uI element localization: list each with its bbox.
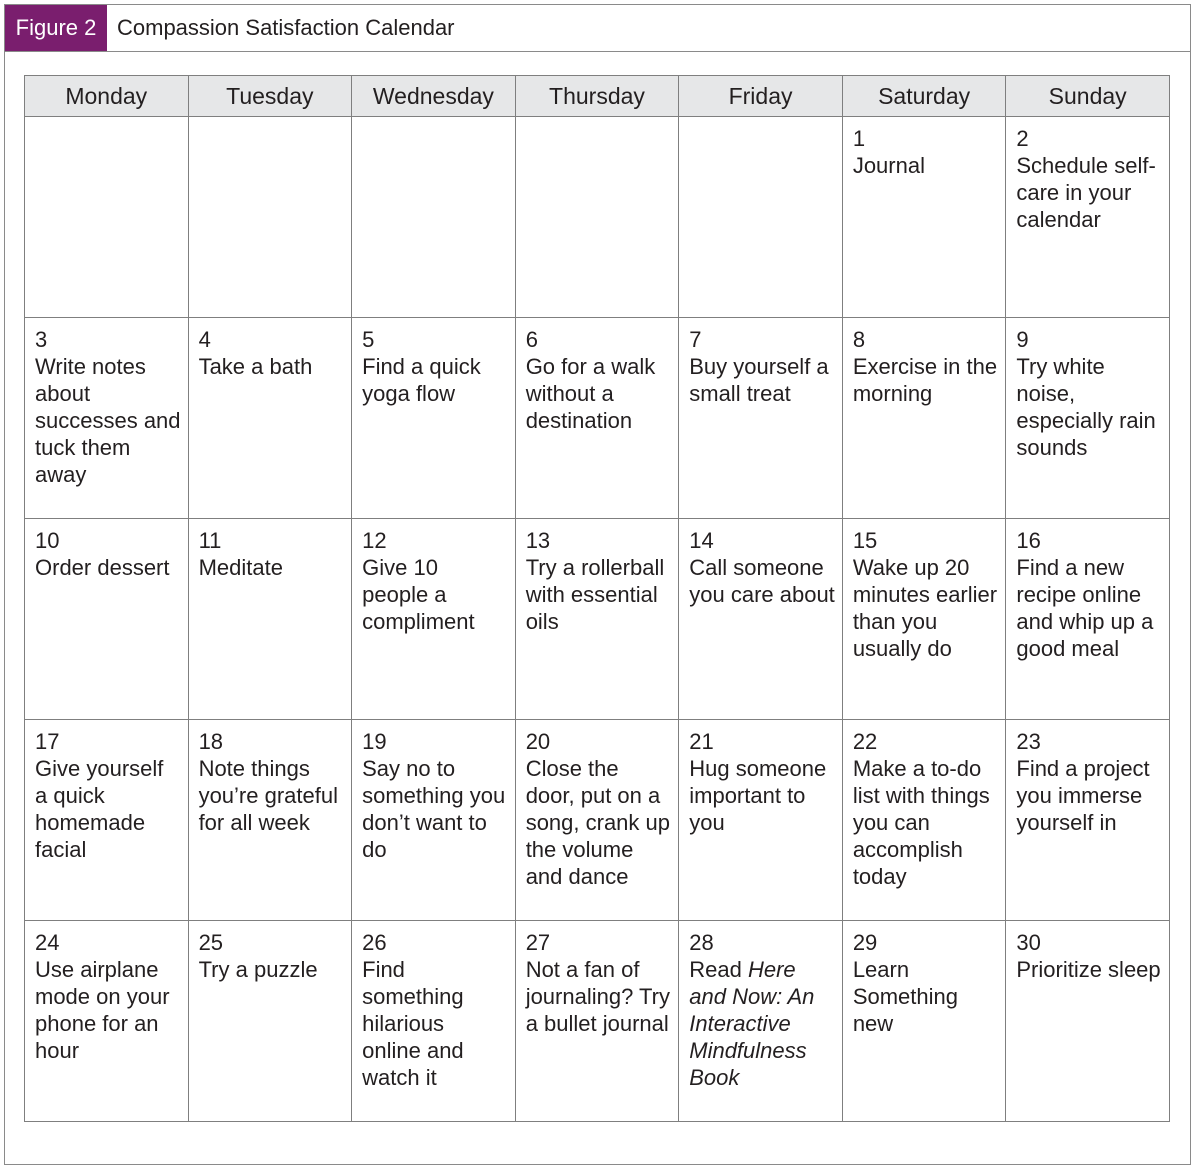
activity-text: Say no to something you don’t want to do [362, 756, 506, 862]
day-number: 18 [198, 729, 224, 754]
weekday-header: Thursday [515, 76, 679, 117]
day-number: 5 [362, 327, 375, 352]
day-cell [25, 921, 189, 1122]
activity-text: Note things you’re grateful for all week [198, 756, 338, 835]
calendar-body [25, 117, 1170, 1122]
activity-text: Learn Something new [852, 957, 958, 1036]
day-activity [853, 956, 1000, 1037]
day-activity [35, 755, 182, 863]
day-cell [515, 519, 679, 720]
day-cell [515, 318, 679, 519]
day-activity [35, 956, 182, 1064]
calendar-week-row [25, 117, 1170, 318]
day-cell [842, 720, 1006, 921]
day-activity [526, 353, 673, 434]
day-cell [1006, 921, 1170, 1122]
day-number: 26 [362, 930, 387, 955]
activity-text: Schedule self-care in your calendar [1016, 153, 1156, 232]
day-cell [1006, 117, 1170, 318]
day-activity [362, 353, 509, 407]
day-activity [1016, 152, 1163, 233]
day-activity [853, 755, 1000, 890]
day-cell [679, 921, 843, 1122]
empty-day-cell [188, 117, 352, 318]
day-number: 2 [1016, 126, 1029, 151]
activity-text: Prioritize sleep [1016, 957, 1161, 982]
figure-label: Figure 2 [5, 5, 107, 51]
day-cell [25, 519, 189, 720]
weekday-header: Wednesday [352, 76, 516, 117]
day-cell [352, 720, 516, 921]
day-number: 17 [35, 729, 60, 754]
day-cell [25, 720, 189, 921]
activity-text: Find a project you immerse yourself in [1016, 756, 1150, 835]
activity-text: Give yourself a quick homemade facial [35, 756, 164, 862]
day-number: 20 [525, 729, 551, 754]
activity-text: Exercise in the morning [852, 354, 998, 406]
day-number: 21 [689, 729, 714, 754]
activity-text: Close the door, put on a song, crank up the volume and dance [525, 756, 670, 889]
day-cell [842, 921, 1006, 1122]
day-cell [352, 519, 516, 720]
day-number: 13 [525, 528, 551, 553]
activity-text: Try white noise, especially rain sounds [1016, 354, 1156, 460]
day-number: 16 [1016, 528, 1041, 553]
empty-day-cell [25, 117, 189, 318]
empty-day-cell [352, 117, 516, 318]
day-cell [679, 519, 843, 720]
day-cell [679, 318, 843, 519]
day-activity [35, 353, 182, 488]
activity-text: Order dessert [35, 555, 170, 580]
weekday-header-row [25, 76, 1170, 117]
day-cell [188, 921, 352, 1122]
day-number: 30 [1016, 930, 1041, 955]
activity-text: Journal [852, 153, 925, 178]
day-number: 27 [525, 930, 551, 955]
calendar-table [24, 75, 1170, 1122]
day-number: 23 [1016, 729, 1041, 754]
activity-text: Find a quick yoga flow [362, 354, 481, 406]
calendar-week-row [25, 720, 1170, 921]
day-activity [362, 956, 509, 1091]
activity-text: Take a bath [198, 354, 313, 379]
day-activity [853, 353, 1000, 407]
day-activity [689, 755, 836, 836]
calendar-week-row [25, 318, 1170, 519]
day-activity [199, 554, 346, 581]
weekday-header: Sunday [1006, 76, 1170, 117]
day-activity [689, 554, 836, 608]
day-cell [188, 318, 352, 519]
day-activity [526, 956, 673, 1037]
day-cell [679, 720, 843, 921]
day-number: 4 [198, 327, 211, 352]
day-activity [1016, 554, 1163, 662]
day-number: 10 [35, 528, 60, 553]
day-activity [853, 152, 1000, 179]
activity-text: Read [689, 957, 742, 982]
activity-text: Give 10 people a compliment [362, 555, 475, 634]
day-number: 12 [362, 528, 387, 553]
activity-text: Try a puzzle [198, 957, 318, 982]
day-number: 19 [362, 729, 387, 754]
day-cell [842, 519, 1006, 720]
calendar-week-row [25, 519, 1170, 720]
day-number: 1 [852, 126, 866, 151]
activity-text: Buy yourself a small treat [689, 354, 829, 406]
day-cell [842, 318, 1006, 519]
weekday-header: Tuesday [188, 76, 352, 117]
day-cell [842, 117, 1006, 318]
day-cell [1006, 519, 1170, 720]
day-number: 6 [525, 327, 538, 352]
day-activity [689, 353, 836, 407]
day-activity [1016, 956, 1163, 983]
day-number: 7 [689, 327, 702, 352]
day-number: 3 [35, 327, 48, 352]
book-title: Here and Now: An Interactive Mindfulness Book [689, 957, 815, 1090]
day-number: 22 [852, 729, 878, 754]
activity-text: Write notes about successes and tuck them away [35, 354, 181, 487]
day-cell [25, 318, 189, 519]
empty-day-cell [679, 117, 843, 318]
activity-text: Call someone you care about [689, 555, 835, 607]
weekday-header: Saturday [842, 76, 1006, 117]
activity-text: Try a rollerball with essential oils [525, 555, 665, 634]
figure-header [5, 5, 1190, 52]
activity-text: Hug someone important to you [689, 756, 827, 835]
weekday-header: Monday [25, 76, 189, 117]
day-number: 9 [1016, 327, 1029, 352]
day-cell [352, 921, 516, 1122]
day-cell [1006, 318, 1170, 519]
activity-text: Make a to-do list with things you can accomplish today [852, 756, 990, 889]
day-number: 29 [852, 930, 878, 955]
day-activity [199, 755, 346, 836]
day-number: 28 [689, 930, 714, 955]
day-activity [199, 956, 346, 983]
day-number: 14 [689, 528, 714, 553]
day-activity [853, 554, 1000, 662]
day-cell [352, 318, 516, 519]
empty-day-cell [515, 117, 679, 318]
day-activity [199, 353, 346, 380]
activity-text: Go for a walk without a destination [525, 354, 656, 433]
day-cell [1006, 720, 1170, 921]
day-activity [362, 755, 509, 863]
activity-text: Not a fan of journaling? Try a bullet journal [525, 957, 670, 1036]
activity-text: Find something hilarious online and watch it [362, 957, 464, 1090]
activity-text: Meditate [198, 555, 283, 580]
day-activity [35, 554, 182, 581]
activity-text: Wake up 20 minutes earlier than you usually do [852, 555, 998, 661]
activity-text: Use airplane mode on your phone for an hour [35, 957, 170, 1063]
day-number: 11 [198, 528, 222, 553]
figure-title: Compassion Satisfaction Calendar [117, 15, 455, 40]
day-cell [188, 720, 352, 921]
day-cell [515, 720, 679, 921]
calendar-week-row [25, 921, 1170, 1122]
day-number: 8 [852, 327, 866, 352]
weekday-header: Friday [679, 76, 843, 117]
day-number: 25 [198, 930, 224, 955]
day-activity [526, 554, 673, 635]
day-number: 24 [35, 930, 60, 955]
day-activity [689, 956, 836, 1091]
day-cell [515, 921, 679, 1122]
activity-text: Find a new recipe online and whip up a good meal [1016, 555, 1154, 661]
day-number: 15 [852, 528, 878, 553]
day-activity [1016, 755, 1163, 836]
day-activity [362, 554, 509, 635]
day-cell [188, 519, 352, 720]
day-activity [526, 755, 673, 890]
day-activity [1016, 353, 1163, 461]
